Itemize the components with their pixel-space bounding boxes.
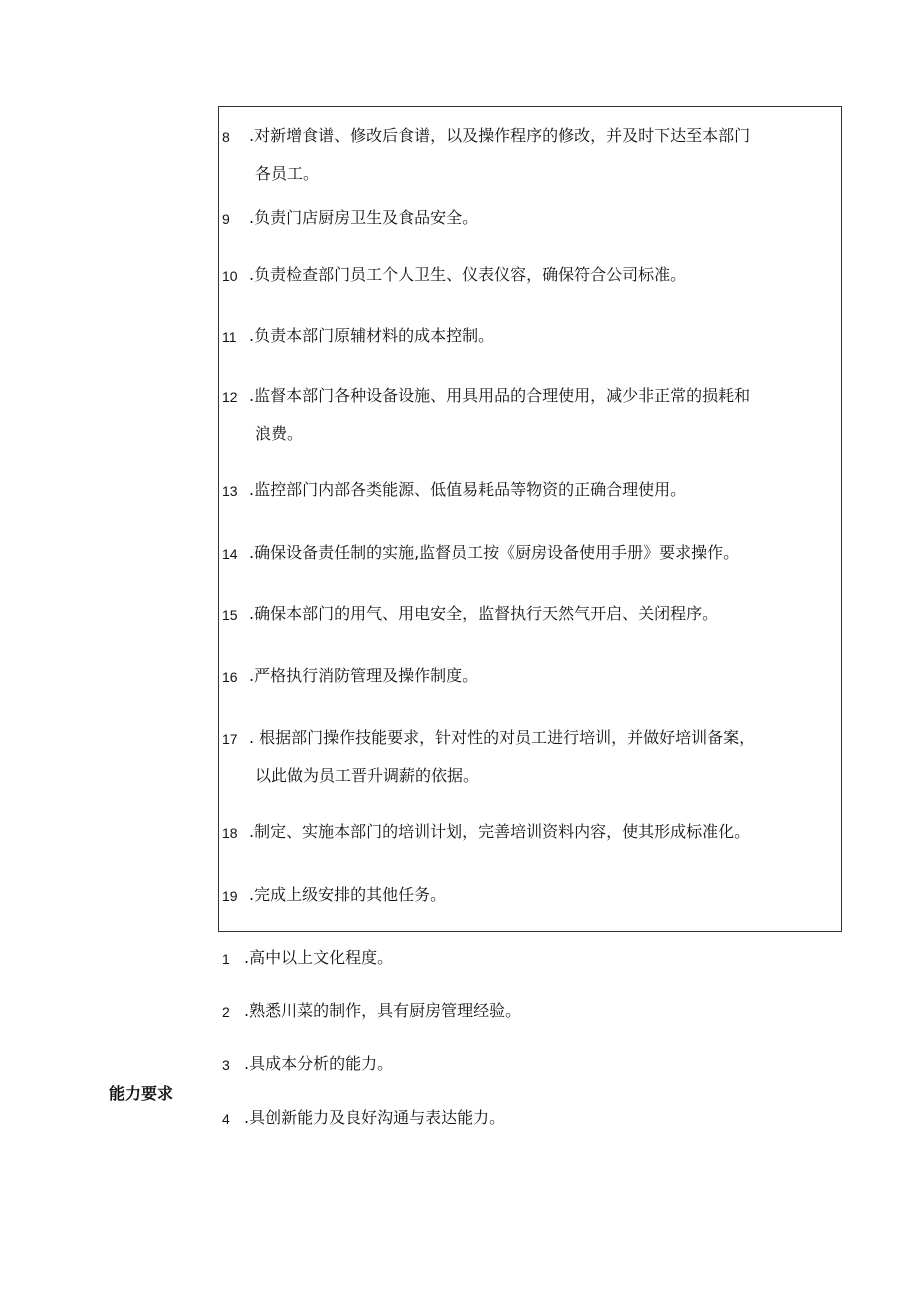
requirement-text: .熟悉川菜的制作，具有厨房管理经验。 (244, 1001, 522, 1020)
requirement-text: .具成本分析的能力。 (244, 1054, 394, 1073)
duty-text: .制定、实施本部门的培训计划，完善培训资料内容，使其形成标准化。 (249, 822, 751, 841)
duty-number: 14 (222, 546, 238, 562)
duty-number: 13 (222, 483, 238, 499)
requirement-number: 4 (222, 1111, 230, 1127)
duty-text: .负责检查部门员工个人卫生、仪表仪容，确保符合公司标准。 (249, 265, 687, 284)
duty-text: .确保本部门的用气、用电安全，监督执行天然气开启、关闭程序。 (249, 604, 719, 623)
duty-number: 8 (222, 129, 230, 145)
duty-text: .严格执行消防管理及操作制度。 (249, 666, 479, 685)
duty-text: .负责门店厨房卫生及食品安全。 (249, 208, 479, 227)
duty-number: 16 (222, 669, 238, 685)
duty-text: .对新增食谱、修改后食谱，以及操作程序的修改，并及时下达至本部门 (249, 126, 751, 145)
duty-text-continued: 以此做为员工晋升调薪的依据。 (255, 766, 480, 785)
duty-text: .负责本部门原辅材料的成本控制。 (249, 326, 495, 345)
duty-text: . 根据部门操作技能要求，针对性的对员工进行培训，并做好培训备案， (249, 728, 756, 747)
requirement-number: 2 (222, 1004, 230, 1020)
duty-number: 9 (222, 211, 230, 227)
duty-text: .监督本部门各种设备设施、用具用品的合理使用，减少非正常的损耗和 (249, 386, 751, 405)
duty-number: 18 (222, 825, 238, 841)
duty-text-continued: 各员工。 (255, 164, 320, 183)
duty-number: 10 (222, 268, 238, 284)
requirement-text: .高中以上文化程度。 (244, 948, 394, 967)
duties-table-cell (218, 106, 842, 932)
requirement-number: 1 (222, 951, 230, 967)
duty-text: .完成上级安排的其他任务。 (249, 885, 447, 904)
duty-number: 17 (222, 731, 238, 747)
duty-text: .监控部门内部各类能源、低值易耗品等物资的正确合理使用。 (249, 480, 687, 499)
requirement-text: .具创新能力及良好沟通与表达能力。 (244, 1108, 506, 1127)
duty-text: .确保设备责任制的实施,监督员工按《厨房设备使用手册》要求操作。 (249, 543, 740, 562)
duty-number: 15 (222, 607, 238, 623)
duty-text-continued: 浪费。 (255, 424, 304, 443)
duty-number: 19 (222, 888, 238, 904)
duty-number: 11 (222, 329, 237, 345)
requirement-number: 3 (222, 1057, 230, 1073)
duty-number: 12 (222, 389, 238, 405)
requirements-heading: 能力要求 (109, 1084, 174, 1103)
